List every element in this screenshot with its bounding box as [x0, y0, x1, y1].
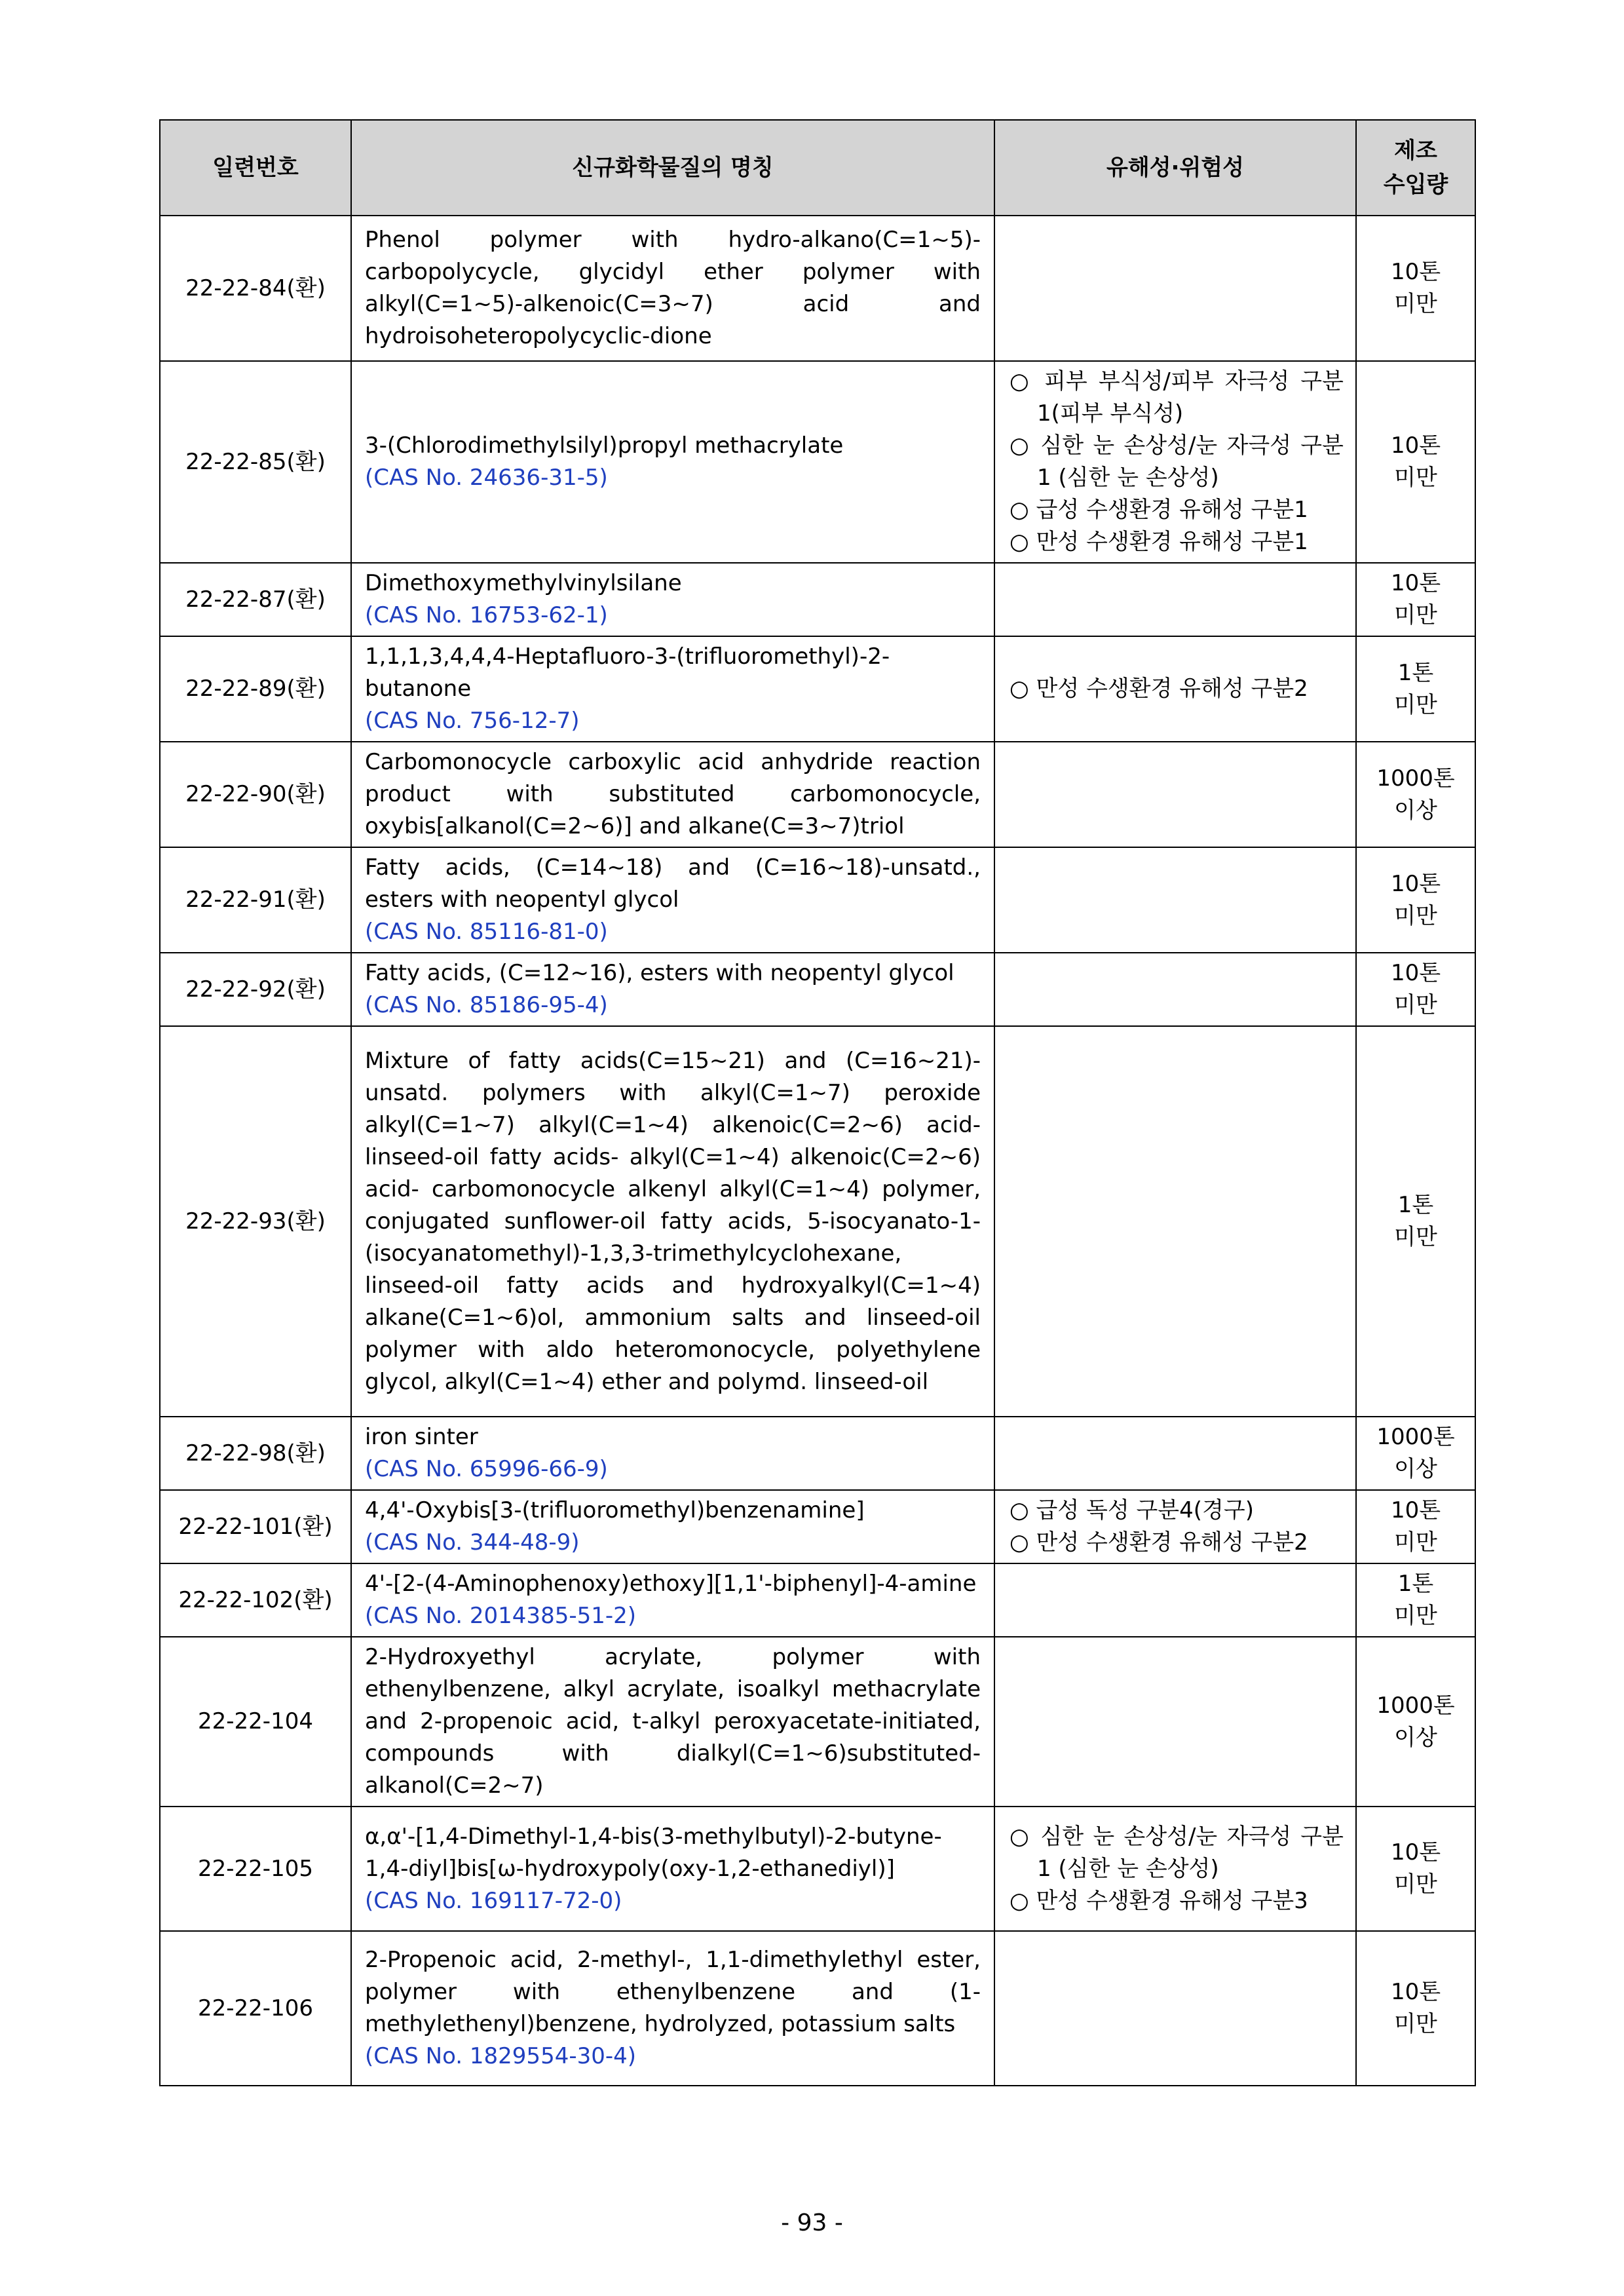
- chemical-name-cell: [351, 953, 994, 1026]
- quantity: 10톤 미만: [1356, 563, 1475, 636]
- header-quantity: 제조 수입량: [1356, 120, 1475, 216]
- chemical-name-cell: [351, 1931, 994, 2086]
- chemical-name: Dimethoxymethylvinylsilane: [365, 570, 682, 596]
- chemical-name-cell: [351, 1807, 994, 1931]
- serial-number: 22-22-92(환): [160, 953, 351, 1026]
- table-row: [160, 1417, 1475, 1490]
- cas-number: (CAS No. 85186-95-4): [365, 992, 608, 1018]
- table-row: [160, 1026, 1475, 1417]
- hazard-cell: [994, 1931, 1356, 2086]
- chemical-name: 1,1,1,3,4,4,4-Heptafluoro-3-(trifluoromethyl)-2-butanone: [365, 643, 890, 702]
- serial-number: 22-22-89(환): [160, 636, 351, 742]
- chemical-name: α,α'-[1,4-Dimethyl-1,4-bis(3-methylbutyl)-2-butyne-1,4-diyl]bis[ω-hydroxypoly(oxy-1,2-ethanediyl)]: [365, 1823, 942, 1882]
- table-row: [160, 1807, 1475, 1931]
- chemical-name-cell: [351, 216, 994, 361]
- table-row: [160, 1931, 1475, 2086]
- table-body: [160, 216, 1475, 2086]
- chemical-name-cell: [351, 1026, 994, 1417]
- table-row: [160, 563, 1475, 636]
- chemical-name: Fatty acids, (C=14~18) and (C=16~18)-unsatd., esters with neopentyl glycol: [365, 854, 981, 913]
- serial-number: 22-22-105: [160, 1807, 351, 1931]
- hazard-item: ○ 심한 눈 손상성/눈 자극성 구분1 (심한 눈 손상성): [1010, 1823, 1344, 1882]
- chemical-name: 2-Hydroxyethyl acrylate, polymer with ethenylbenzene, alkyl acrylate, isoalkyl methacrylate and 2-propenoic acid, t-alkyl peroxyacetate-initiated, compounds with dialkyl(C=1~6)substituted-alkanol(C=2~7): [365, 1644, 981, 1799]
- quantity: 10톤 미만: [1356, 216, 1475, 361]
- chemical-name: Fatty acids, (C=12~16), esters with neopentyl glycol: [365, 960, 954, 986]
- serial-number: 22-22-85(환): [160, 361, 351, 563]
- hazard-cell: [994, 1637, 1356, 1807]
- quantity: 1000톤 이상: [1356, 742, 1475, 847]
- serial-number: 22-22-93(환): [160, 1026, 351, 1417]
- cas-number: (CAS No. 344-48-9): [365, 1529, 580, 1556]
- quantity: 10톤 미만: [1356, 847, 1475, 953]
- serial-number: 22-22-87(환): [160, 563, 351, 636]
- quantity: 10톤 미만: [1356, 361, 1475, 563]
- hazard-cell: [994, 636, 1356, 742]
- header-name: 신규화학물질의 명칭: [351, 120, 994, 216]
- hazard-cell: [994, 742, 1356, 847]
- hazard-cell: [994, 953, 1356, 1026]
- cas-number: (CAS No. 24636-31-5): [365, 465, 608, 491]
- chemical-name: Mixture of fatty acids(C=15~21) and (C=16~21)-unsatd. polymers with alkyl(C=1~7) peroxide alkyl(C=1~7) alkyl(C=1~4) alkenoic(C=2~6) acid-linseed-oil fatty acids- alkyl(C=1~4) alkenoic(C=2~6) acid- carbomonocycle alkenyl alkyl(C=1~4) polymer, conjugated sunflower-oil fatty acids, 5-isocyanato-1-(isocyanatomethyl)-1,3,3-trimethylcyclohexane, linseed-oil fatty acids and hydroxyalkyl(C=1~4) alkane(C=1~6)ol, ammonium salts and linseed-oil polymer with aldo heteromonocycle, polyethylene glycol, alkyl(C=1~4) ether and polymd. linseed-oil: [365, 1047, 981, 1395]
- quantity: 10톤 미만: [1356, 953, 1475, 1026]
- hazard-cell: [994, 847, 1356, 953]
- chemical-name-cell: [351, 563, 994, 636]
- hazard-item: ○ 만성 수생환경 유해성 구분2: [1010, 1529, 1308, 1556]
- serial-number: 22-22-90(환): [160, 742, 351, 847]
- header-hazard: 유해성·위험성: [994, 120, 1356, 216]
- chemical-name-cell: [351, 1563, 994, 1637]
- page-number: - 93 -: [781, 2210, 843, 2236]
- chemical-name: 4,4'-Oxybis[3-(trifluoromethyl)benzenamine]: [365, 1497, 865, 1523]
- chemical-name-cell: [351, 1417, 994, 1490]
- serial-number: 22-22-102(환): [160, 1563, 351, 1637]
- chemical-name: Carbomonocycle carboxylic acid anhydride reaction product with substituted carbomonocycle, oxybis[alkanol(C=2~6)] and alkane(C=3~7)triol: [365, 749, 981, 839]
- serial-number: 22-22-91(환): [160, 847, 351, 953]
- chemical-name: 2-Propenoic acid, 2-methyl-, 1,1-dimethylethyl ester, polymer with ethenylbenzene and (1-methylethenyl)benzene, hydrolyzed, potassium salts: [365, 1947, 981, 2037]
- hazard-cell: [994, 216, 1356, 361]
- header-serial: 일련번호: [160, 120, 351, 216]
- table-row: [160, 953, 1475, 1026]
- hazard-item: ○ 만성 수생환경 유해성 구분3: [1010, 1887, 1308, 1914]
- hazard-cell: [994, 1490, 1356, 1563]
- quantity: 1000톤 이상: [1356, 1637, 1475, 1807]
- chemical-name-cell: [351, 1637, 994, 1807]
- table-row: [160, 847, 1475, 953]
- quantity: 10톤 미만: [1356, 1931, 1475, 2086]
- chemical-name-cell: [351, 742, 994, 847]
- chemical-name: iron sinter: [365, 1424, 478, 1450]
- table-row: [160, 1637, 1475, 1807]
- hazard-cell: [994, 361, 1356, 563]
- quantity: 1000톤 이상: [1356, 1417, 1475, 1490]
- cas-number: (CAS No. 16753-62-1): [365, 602, 608, 628]
- chemical-name-cell: [351, 847, 994, 953]
- quantity: 1톤 미만: [1356, 1026, 1475, 1417]
- chemical-table: [159, 119, 1476, 2086]
- hazard-cell: [994, 1026, 1356, 1417]
- serial-number: 22-22-84(환): [160, 216, 351, 361]
- cas-number: (CAS No. 169117-72-0): [365, 1887, 622, 1914]
- table-row: [160, 636, 1475, 742]
- cas-number: (CAS No. 85116-81-0): [365, 919, 608, 945]
- serial-number: 22-22-101(환): [160, 1490, 351, 1563]
- table-row: [160, 216, 1475, 361]
- quantity: 1톤 미만: [1356, 636, 1475, 742]
- chemical-name-cell: [351, 636, 994, 742]
- hazard-item: ○ 급성 독성 구분4(경구): [1010, 1497, 1255, 1523]
- hazard-item: ○ 피부 부식성/피부 자극성 구분1(피부 부식성): [1010, 368, 1344, 427]
- table-row: [160, 1563, 1475, 1637]
- hazard-cell: [994, 1417, 1356, 1490]
- hazard-item: ○ 급성 수생환경 유해성 구분1: [1010, 497, 1308, 523]
- hazard-cell: [994, 563, 1356, 636]
- serial-number: 22-22-98(환): [160, 1417, 351, 1490]
- chemical-name: Phenol polymer with hydro-alkano(C=1~5)-carbopolycycle, glycidyl ether polymer with alkyl(C=1~5)-alkenoic(C=3~7) acid and hydroisoheteropolycyclic-dione: [365, 227, 981, 349]
- quantity: 1톤 미만: [1356, 1563, 1475, 1637]
- quantity: 10톤 미만: [1356, 1807, 1475, 1931]
- table-header: [160, 120, 1475, 216]
- table-row: [160, 1490, 1475, 1563]
- hazard-cell: [994, 1563, 1356, 1637]
- cas-number: (CAS No. 2014385-51-2): [365, 1603, 637, 1629]
- quantity: 10톤 미만: [1356, 1490, 1475, 1563]
- cas-number: (CAS No. 1829554-30-4): [365, 2043, 637, 2069]
- cas-number: (CAS No. 756-12-7): [365, 708, 580, 734]
- chemical-name-cell: [351, 361, 994, 563]
- serial-number: 22-22-104: [160, 1637, 351, 1807]
- hazard-item: ○ 만성 수생환경 유해성 구분2: [1010, 676, 1308, 702]
- hazard-item: ○ 심한 눈 손상성/눈 자극성 구분1 (심한 눈 손상성): [1010, 432, 1344, 491]
- chemical-name-cell: [351, 1490, 994, 1563]
- cas-number: (CAS No. 65996-66-9): [365, 1456, 608, 1482]
- chemical-name: 3-(Chlorodimethylsilyl)propyl methacrylate: [365, 432, 844, 459]
- chemical-name: 4'-[2-(4-Aminophenoxy)ethoxy][1,1'-biphenyl]-4-amine: [365, 1571, 977, 1597]
- table-row: [160, 742, 1475, 847]
- header-row: [160, 120, 1475, 216]
- table-row: [160, 361, 1475, 563]
- hazard-item: ○ 만성 수생환경 유해성 구분1: [1010, 529, 1308, 555]
- hazard-cell: [994, 1807, 1356, 1931]
- serial-number: 22-22-106: [160, 1931, 351, 2086]
